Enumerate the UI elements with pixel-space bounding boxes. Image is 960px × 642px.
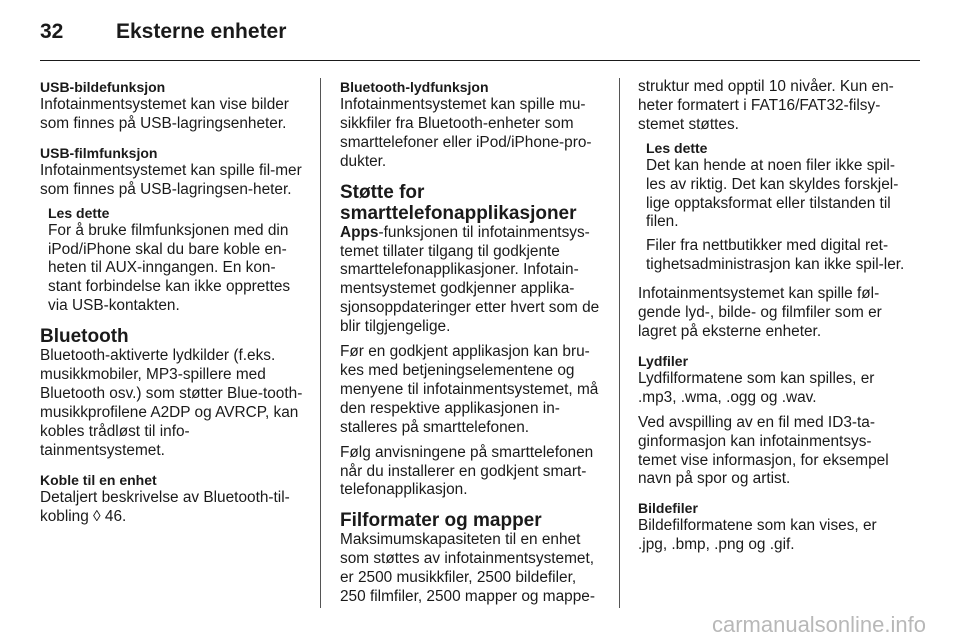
section-heading: Bluetooth	[40, 326, 129, 348]
audio-files-section	[638, 352, 908, 489]
section-heading: Støtte for smarttelefonapplikasjoner	[340, 181, 577, 224]
header-rule	[40, 60, 920, 61]
section-text: Infotainmentsystemet kan spille fil-mer som finnes på USB-lagringsen-heter.	[40, 161, 302, 198]
section-text: Detaljert beskrivelse av Bluetooth-til-kobling ◊ 46.	[40, 488, 290, 525]
note-box	[638, 139, 908, 275]
section-text: Infotainmentsystemet kan vise bilder som finnes på USB-lagringsenheter.	[40, 96, 289, 132]
page-number: 32	[40, 20, 64, 43]
section-heading: Filformater og mapper	[340, 510, 542, 532]
column-divider	[619, 78, 620, 608]
section-text: Ved avspilling av en fil med ID3-ta-ginformasjon kan infotainmentsys-temet vise informasjon, for eksempel navn på spor og artist.	[638, 413, 889, 488]
note-title: Les dette	[646, 139, 708, 156]
section-heading: Bluetooth-lydfunksjon	[340, 79, 489, 95]
section-text	[340, 224, 605, 337]
apps-section	[340, 182, 605, 501]
section-text: Infotainmentsystemet kan spille føl-gende lyd-, bilde- og filmfiler som er lagret på eksterne enheter.	[638, 285, 882, 340]
usb-movie-section	[40, 144, 305, 200]
note-text: For å bruke filmfunksjonen med din iPod/iPhone skal du bare koble en-heten til AUX-inngangen. En kon-stant forbindelse kan ikke opprettes via USB-kontakten.	[48, 221, 291, 315]
apps-text: -funksjonen til infotainmentsys-temet tillater tilgang til godkjente smarttelefonapplikasjoner. Infotain-mentsystemet godkjenner applika-sjonsoppdateringer etter hvert som de blir tilgjengelige.	[340, 223, 600, 336]
usb-picture-section	[40, 78, 305, 134]
column-2	[340, 78, 605, 617]
section-heading: Lydfiler	[638, 352, 689, 369]
page-header	[40, 16, 920, 56]
page-title: Eksterne enheter	[116, 20, 287, 43]
image-files-section	[638, 499, 908, 555]
section-heading: Bildefiler	[638, 500, 698, 517]
note-text: Det kan hende at noen filer ikke spil-les av riktig. Det kan skyldes forskjel-lige opptaksformat eller tilstanden til filen.	[646, 156, 899, 231]
section-text: Bildefilformatene som kan vises, er .jpg, .bmp, .png og .gif.	[638, 517, 877, 554]
section-text: Infotainmentsystemet kan spille mu-sikkfiler fra Bluetooth-enheter som smarttelefoner eller iPod/iPhone-pro-dukter.	[340, 96, 592, 170]
section-text: Lydfilformatene som kan spilles, er .mp3, .wma, .ogg og .wav.	[638, 369, 875, 406]
note-text: Filer fra nettbutikker med digital ret-tighetsadministrasjon kan ikke spil-ler.	[646, 237, 905, 274]
formats-section	[340, 510, 605, 607]
bluetooth-section	[40, 326, 305, 460]
section-heading: USB-filmfunksjon	[40, 144, 158, 161]
note-box	[40, 204, 305, 317]
section-text: Følg anvisningene på smarttelefonen når du installerer en godkjent smart-telefonapplikasjon.	[340, 443, 594, 499]
connect-section	[40, 471, 305, 527]
column-1	[40, 78, 305, 536]
apps-label: Apps	[340, 223, 379, 241]
column-divider	[320, 78, 321, 608]
bt-audio-section	[340, 78, 605, 172]
section-text: Bluetooth-aktiverte lydkilder (f.eks. musikkmobiler, MP3-spillere med Bluetooth osv.) som støtter Blue-tooth-musikkprofilene A2DP og AVRCP, kan kobles trådløst til info-tainmentsystemet.	[40, 347, 303, 459]
watermark: carmanualsonline.info	[711, 612, 926, 637]
section-heading: Koble til en enhet	[40, 471, 157, 488]
note-title: Les dette	[48, 204, 110, 221]
section-heading: USB-bildefunksjon	[40, 79, 166, 95]
section-text: Før en godkjent applikasjon kan bru-kes med betjeningselementene og menyene til infotainmentsystemet, må den respektive applikasjonen in-stalleres på smarttelefonen.	[340, 343, 599, 436]
column-3	[638, 78, 908, 565]
section-text: Maksimumskapasiteten til en enhet som støttes av infotainmentsystemet, er 2500 musikkfiler, 2500 bildefiler, 250 filmfiler, 2500 mapper og mappe-	[340, 531, 595, 606]
section-text: struktur med opptil 10 nivåer. Kun en-heter formatert i FAT16/FAT32-filsy-stemet støttes.	[638, 78, 894, 133]
